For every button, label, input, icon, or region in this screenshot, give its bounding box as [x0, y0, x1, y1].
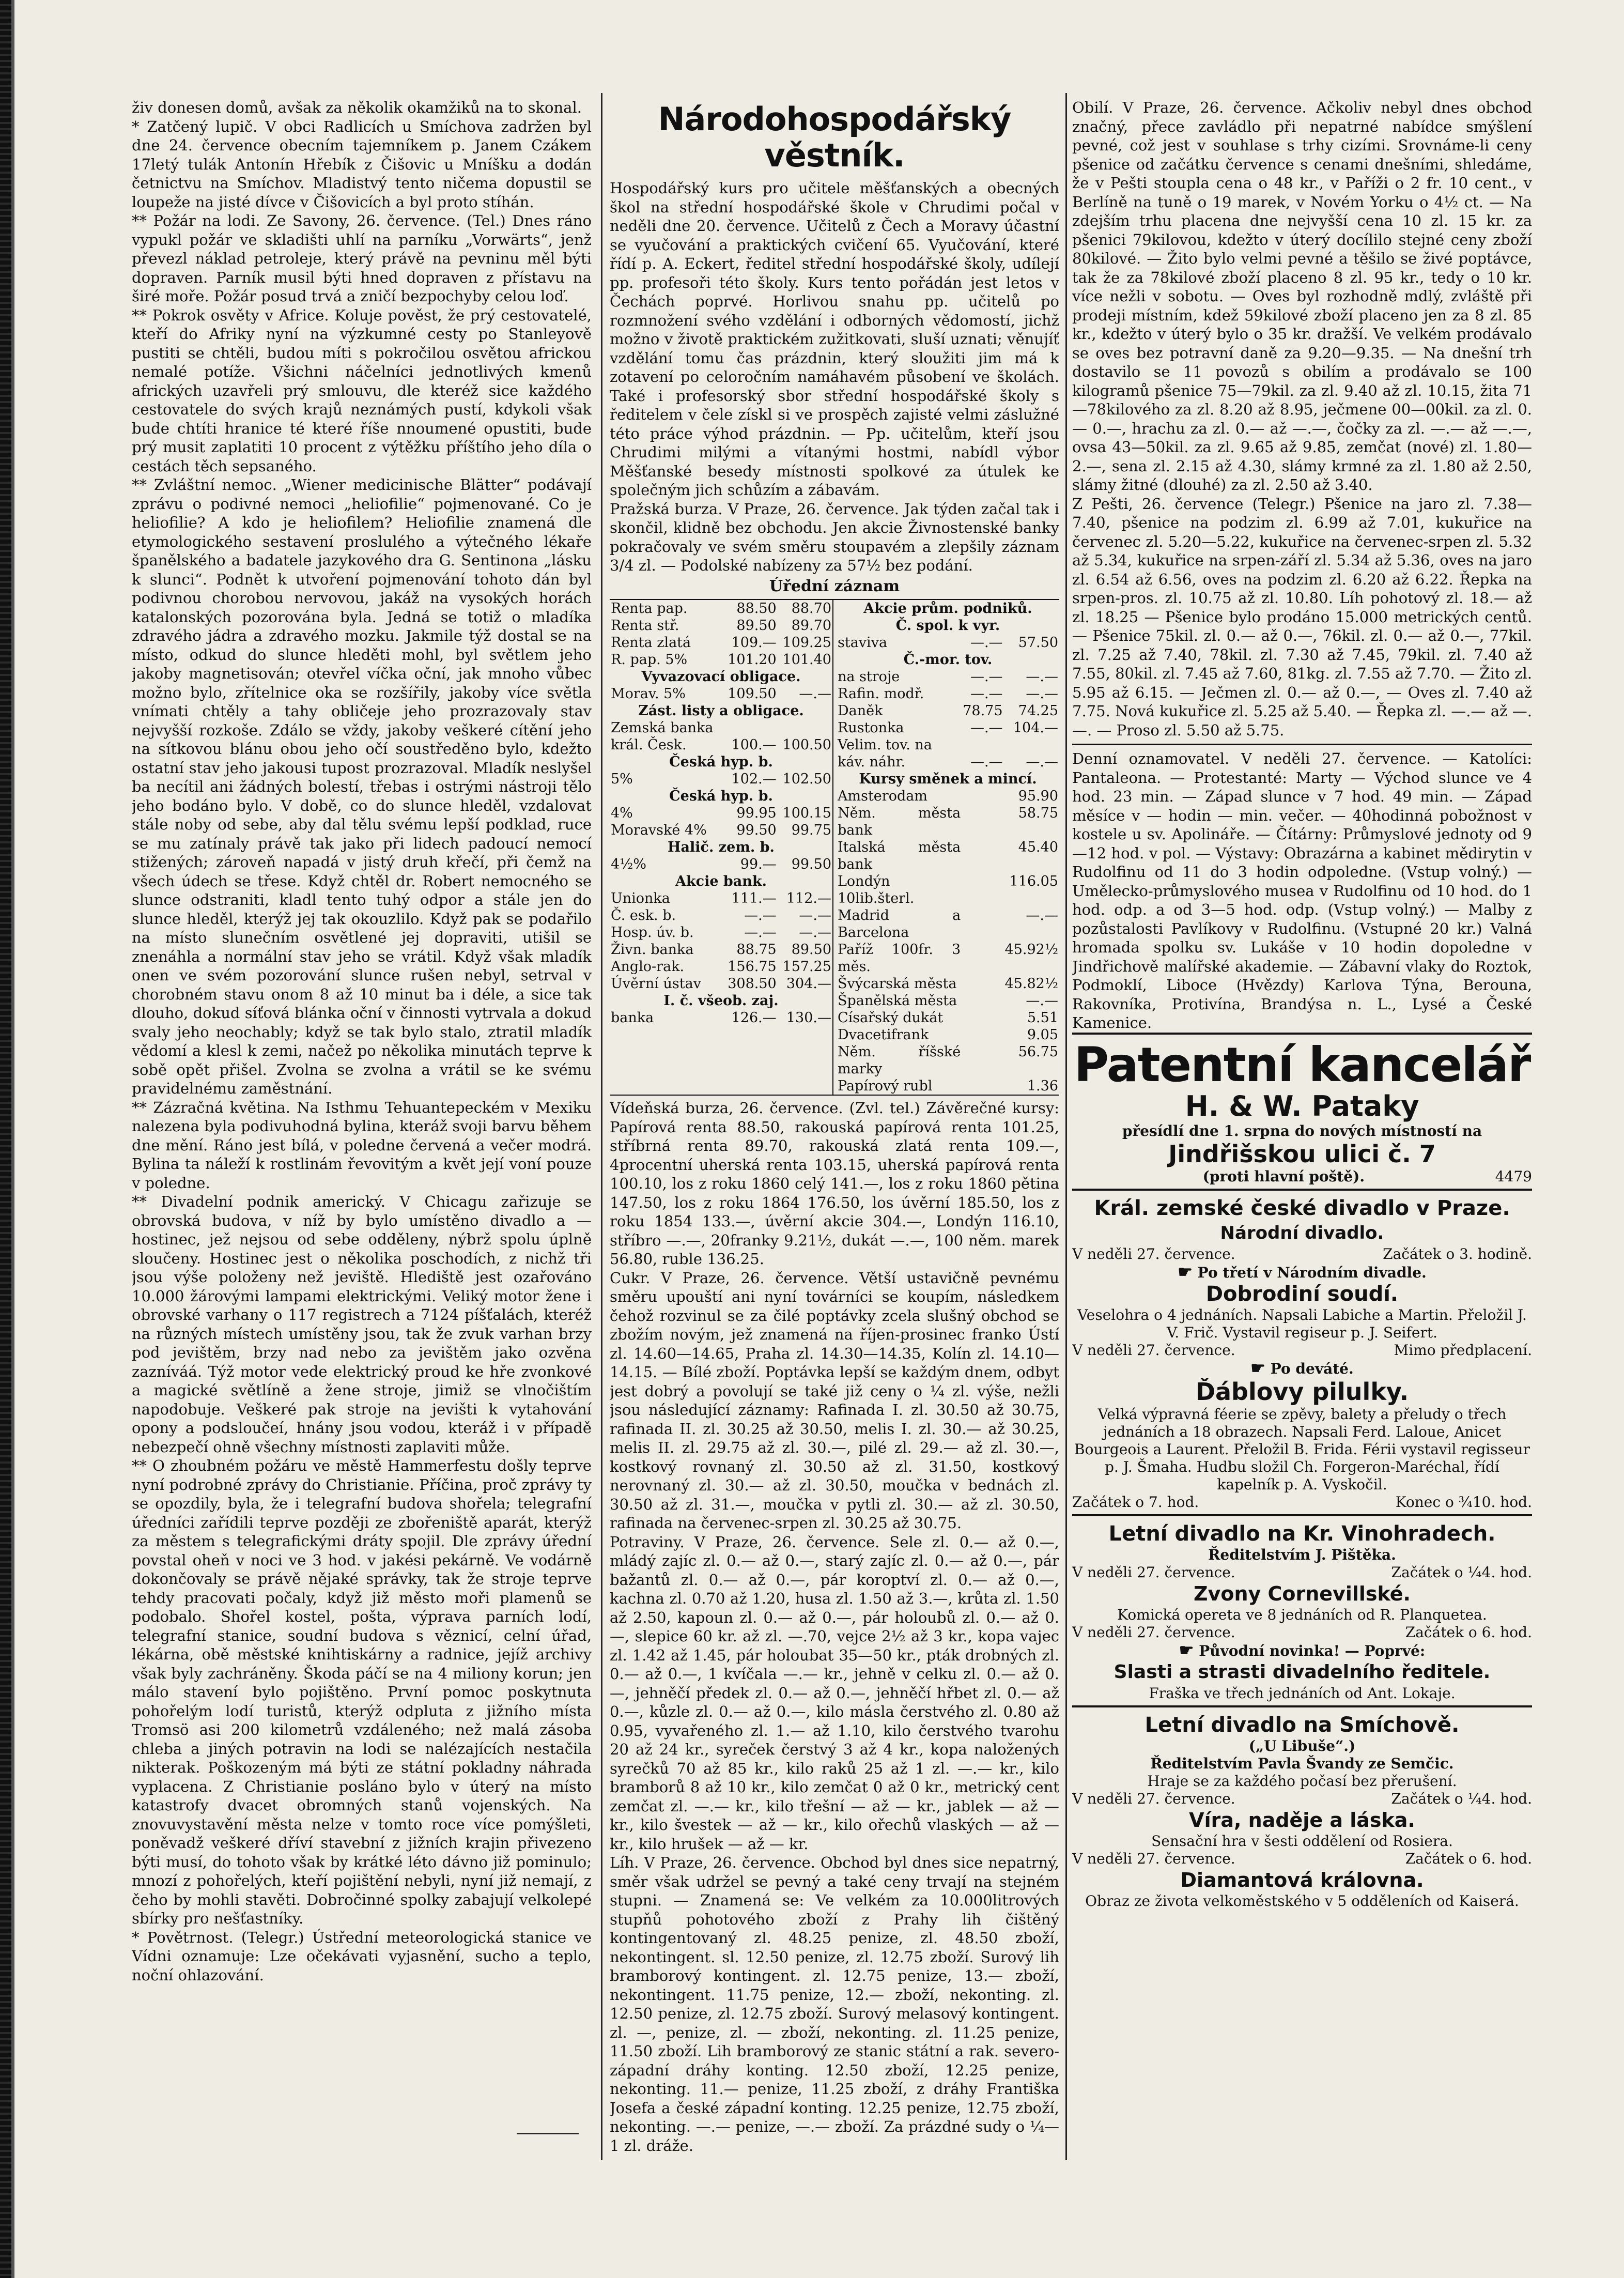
news-paragraph: živ donesen domů, avšak za několik okamžiků na to skonal.	[132, 99, 582, 116]
quote-row	[610, 719, 832, 736]
ad-director: Ředitelstvím Pavla Švandy ze Semčic.	[1150, 1754, 1454, 1772]
quote-row	[837, 736, 1059, 753]
quote-row	[837, 771, 1059, 788]
quote-value	[962, 1009, 1003, 1026]
quote-label: 5%	[611, 771, 633, 787]
quote-label: Paříž 100fr. 3 měs.	[838, 942, 961, 975]
quote-value: 99.—	[740, 856, 777, 872]
ad-patent-office	[1072, 1033, 1532, 1189]
quote-value: 45.40	[1018, 839, 1058, 855]
divider	[1072, 744, 1532, 745]
quote-value: —.—	[970, 720, 1003, 736]
quote-value: —.—	[744, 907, 777, 923]
quote-row	[837, 873, 1059, 907]
quote-value: 111.—	[731, 890, 777, 906]
hand-icon: ☛	[1179, 1640, 1194, 1660]
quote-value: 45.92½	[1004, 942, 1058, 958]
quote-label: Renta pap.	[611, 601, 688, 617]
hand-icon: ☛	[1178, 1261, 1193, 1282]
ad-desc: Veselohra o 4 jednáních. Napsali Labiche a Martin. Přeložil J. V. Frič. Vystavil regiseur p. J. Seifert.	[1077, 1306, 1527, 1341]
quote-value	[962, 788, 1003, 805]
column-economic	[610, 98, 1059, 2176]
quote-value: 58.75	[1018, 805, 1058, 821]
quote-row	[610, 600, 832, 617]
quote-row	[837, 719, 1059, 736]
ad-note: Hraje se za každého počasí bez přerušení.	[1147, 1772, 1457, 1790]
ad-date: V neděli 27. července.	[1072, 1563, 1235, 1581]
quote-value: 100.50	[782, 737, 831, 753]
quote-label: staviva	[838, 635, 888, 651]
quote-row	[837, 1026, 1059, 1043]
ad-date: V neděli 27. července.	[1072, 1341, 1235, 1359]
ad-play: Dobrodiní soudí.	[1205, 1282, 1399, 1306]
quote-value: 116.05	[1009, 873, 1058, 889]
quote-value: 101.40	[782, 652, 831, 668]
quote-label: Vyvazovací obligace.	[641, 669, 801, 685]
economic-paragraph: Vídeňská burza, 26. července. (Zvl. tel.) Závěrečné kursy: Papírová renta 88.50, rakouská papírová renta 101.25, stříbrná renta 89.70, rakouská zlatá renta 109.—, 4procentní uherská renta 103.15, uherská papírová renta 100.10, los z roku 1860 celý 141.—, los z roku 1860 pětina 147.50, los z roku 1864 176.50, los úvěrní 185.50, los z roku 1854 133.—, úvěrní akcie 304.—, Londýn 116.10, stříbro —.—, 20franky 9.21½, dukát —.—, 100 něm. marek 56.80, ruble 136.25.	[610, 1099, 1059, 1268]
ad-number: 4479	[1495, 1167, 1532, 1185]
quote-value: 126.—	[731, 1010, 777, 1026]
quote-row	[610, 753, 832, 771]
ad-play: Slasti a strasti divadelního ředitele.	[1113, 1661, 1491, 1683]
quote-label: R. pap. 5%	[611, 652, 688, 668]
quote-value	[778, 719, 832, 736]
quote-row	[837, 651, 1059, 668]
quote-value: —.—	[1026, 669, 1058, 685]
quote-row	[610, 975, 832, 992]
quote-row	[610, 634, 832, 651]
quote-value	[962, 975, 1003, 992]
ad-desc: Komická opereta ve 8 jednáních od R. Planquetea.	[1117, 1606, 1487, 1623]
economic-paragraph: Hospodářský kurs pro učitele měšťanských a obecných škol na střední hospodářské škole v Chrudimi počal v neděli dne 20. července. Učitelů z Čech a Moravy účastní se vyučování a praktických cvičení 65. Vyučování, které řídí p. A. Eckert, ředitel střední hospodářské školy, udílejí pp. profesoři této školy. Kurs tento pořádán jest letos v Čechách poprvé. Horlivou snahu pp. učitelů po rozmnožení svého vzdělání i odborných vědomostí, jichž možno v životě praktickém zužitkovati, sluší uznati; věnujíť vzdělání tomu čas prázdnin, který sloužiti jim má k zotavení po celoročním namáhavém působení ve školách. Také i profesorský sbor střední hospodářské školy s ředitelem v čele získl si ve prospěch zajisté velmi záslužné této práce výhod prázdnin. — Pp. učitelům, kteří jsou Chrudimi milými a vítanými hostmi, nabídl výbor Měšťanské besedy místnosti spolkové za útulek ke společným jich schůzím a zábavám.	[610, 179, 1059, 499]
ad-title: Letní divadlo na Smíchově.	[1144, 1713, 1460, 1737]
ad-title: Letní divadlo na Kr. Vinohradech.	[1108, 1521, 1496, 1546]
quote-value: 57.50	[1018, 635, 1058, 651]
quote-row	[837, 1009, 1059, 1026]
quote-value	[1004, 736, 1059, 753]
end-rule	[517, 2133, 579, 2134]
quote-row	[610, 958, 832, 975]
ad-time: Mimo předplacení.	[1394, 1341, 1532, 1359]
quote-row	[610, 907, 832, 924]
quote-row	[837, 1078, 1059, 1095]
ad-play: Ďáblovy pilulky.	[1195, 1377, 1409, 1406]
quote-value: 100.—	[731, 737, 777, 753]
quote-row	[837, 617, 1059, 634]
ad-street: Jindřišskou ulici č. 7	[1168, 1140, 1436, 1168]
quote-value	[722, 719, 777, 736]
news-paragraph: ** O zhoubném požáru ve městě Hammerfestu došly teprve nyní podrobné zprávy do Christianie. Příčina, proč zprávy ty se opozdily, byla, že i telegrafní budova shořela; telegrafní úředníci zařídili teprve později ze zbořeniště aparát, kterýž za městem s telegrafickými dráty spojil. Dle zprávy úřední povstal oheň v noci ve 3 hod. v jakési pekárně. Ve vodárně dokončovaly se právě nějaké správky, tak že stroje teprve tehdy pracovati počaly, když již město moři plamenů se podobalo. Shořel kostel, pošta, výprava parních lodí, telegrafní stanice, soudní budova s věznicí, celní úřad, lékárna, obě městské knihtiskárny a radnice, jejíž archivy však byly zachráněny. Škoda páčí se na 4 miliony korun; jen málo stavení bylo pojištěno. První pomoc poskytnuta pohořelým lodí turistů, kterýž odpluta z jižního místa Tromsö asi 200 kilometrů vzdáleného; než malá zásoba chleba a jiných potravin na lodi se nalézajících nestačila nikterak. Poškozeným má býti ze státní pokladny náhrada vyplacena. Z Christianie posláno bylo v úterý na místo katastrofy dvacet obromných stanů vojenských. Na znovuvystavění města nelze v tomto roce více pomýšleti, poněvadž veškeré dříví stavební z jižních krajin přivezeno býti musí, do tohoto však by krátké léto dávno již pominulo; mnozí z pohořelých, kteří pojištění nebyli, nyní již nemají, z čeho by mohli stavěti. Dobročinné spolky zabajují velkolepé sbírky pro nešťastníky.	[132, 1457, 592, 1927]
quote-value	[962, 839, 1003, 873]
quote-label: 4%	[611, 805, 633, 821]
ad-desc: Velká výpravná féerie se zpěvy, balety a přeludy o třech jednáních a 18 obrazech. Napsali Ferd. Laloue, Anicet Bourgeois a Laurent. Přeložil B. Frida. Férii vystavil regisseur p. J. Šmaha. Hudbu složil Ch. Forgeron-Maréchal, řídí kapelník p. A. Vyskočil.	[1074, 1405, 1530, 1493]
news-paragraph: ** Zázračná květina. Na Isthmu Tehuantepeckém v Mexiku nalezena byla podivuhodná bylina, kteráž svoji barvu během dne mění. Ráno jest bílá, v poledne červená a večer modrá. Bylina ta náleží k rostlinám řevovitým a květ její voní pouze v poledne.	[132, 1098, 592, 1192]
quote-value: —.—	[970, 686, 1003, 702]
quote-row	[610, 1009, 832, 1026]
quote-row	[837, 941, 1059, 975]
binding-shadow	[11, 0, 14, 2278]
quote-row	[610, 822, 832, 839]
ad-national-theatre	[1072, 1189, 1532, 1514]
quote-value: 45.82½	[1004, 976, 1058, 992]
ad-subtitle: („U Libuše“.)	[1248, 1737, 1356, 1754]
quote-value: —.—	[1026, 686, 1058, 702]
quote-row	[610, 873, 832, 890]
quote-value: 99.75	[791, 822, 831, 838]
quote-label: Renta stř.	[611, 618, 679, 634]
quote-label: Císařský dukát	[838, 1010, 944, 1026]
quote-label: Morav. 5%	[611, 686, 686, 702]
quote-value: 99.50	[791, 856, 831, 872]
quote-row	[610, 651, 832, 668]
ad-title: Král. zemské české divadlo v Praze.	[1094, 1196, 1510, 1220]
quote-value: 88.75	[736, 942, 777, 958]
quote-label: Hosp. úv. b.	[611, 925, 694, 941]
quote-value: 308.50	[728, 976, 777, 992]
quote-label: Č. esk. b.	[611, 907, 676, 923]
quote-row	[610, 805, 832, 822]
quote-row	[610, 856, 832, 873]
quote-label: Č.-mor. tov.	[903, 652, 993, 668]
quote-label: Moravské 4%	[611, 822, 707, 838]
quote-value	[962, 736, 1003, 753]
ad-subtitle: Národní divadlo.	[1220, 1222, 1384, 1243]
quote-value: 130.—	[786, 1010, 831, 1026]
news-paragraph: * Povětrnost. (Telegr.) Ústřední meteorologická stanice ve Vídni oznamuje: Lze očekávati vyjasnění, sucho a teplo, noční ohlazování.	[132, 1928, 592, 1984]
quote-row	[610, 839, 832, 856]
quote-value: 89.50	[736, 618, 777, 634]
quote-value: 5.51	[1027, 1010, 1058, 1026]
quote-row	[610, 924, 832, 941]
binding-edge	[0, 0, 11, 2278]
ad-firm: H. & W. Pataky	[1185, 1089, 1419, 1122]
quote-row	[837, 907, 1059, 941]
economic-paragraph: Cukr. V Praze, 26. července. Větší ustavičně pevnému směru upouští ani nyní továrníci se koupím, následkem čehož rozvinul se za čilé poptávky zcela slušný obchod se zbožím novým, jež znamená na říjen-prosinec franko Ústí zl. 14.60—14.65, Praha zl. 14.30—14.35, Kolín zl. 14.10—14.15. — Bílé zboží. Poptávka lepší se každým dnem, odbyt jest dobrý a povolují se také již ceny o ¼ zl. výše, nežli jsou následující záznamy: Rafinada I. zl. 30.50 až 30.75, rafinada II. zl. 30.25 až 30.50, melis I. zl. 30.— až 30.25, melis II. zl. 29.75 až zl. 30.—, pilé zl. 29.— až zl. 30.—, kostkový rovnaný zl. 30.50 až zl. 31.50, kostkový nerovnaný zl. 30.— až zl. 30.50, moučka v bednách zl. 30.50 až zl. 31.—, moučka v pytli zl. 30.— až zl. 30.50, rafinada na červenec-srpen zl. 30.25 až 30.75.	[610, 1269, 1059, 1532]
quote-label: káv. náhr.	[838, 754, 906, 770]
quote-row	[837, 668, 1059, 685]
quote-value: —.—	[799, 907, 831, 923]
quote-value: 156.75	[728, 959, 777, 975]
ad-line: (proti hlavní poště).	[1202, 1167, 1365, 1185]
ad-smichov-theatre	[1072, 1705, 1532, 1913]
economic-paragraph: Líh. V Praze, 26. července. Obchod byl dnes sice nepatrný, směr však udržel se pevný a také ceny trvají na stejném stupni. — Znamená se: Ve velkém za 10.000litrových stupňů pohotového zboží z Prahy lih čištěný kontingentovaný zl. 48.25 penize, zl. 48.50 zboží, nekontingent. sl. 12.50 penize, zl. 12.75 zboží. Surový lih bramborový kontingent. zl. 12.75 penize, 13.— zboží, nekontingent. 11.75 penize, 12.— zboží, nekonting. zl. 12.50 penize, zl. 12.75 zboží. Surový melasový kontingent. zl. —, penize, zl. — zboží, nekonting. zl. 11.25 penize, 11.50 zboží. Lih bramborový ze stanic státní a rak. severo-západní dráhy konting. 12.50 zboží, 12.25 penize, nekonting. 11.— penize, 11.25 zboží, z dráhy Františka Josefa a české západní konting. 12.25 penize, 12.75 zboží, nekonting. —.— penize, —.— zboží. Za prázdné sudy o ¼—1 zl. dráže.	[610, 1854, 1059, 2154]
quote-value	[962, 805, 1003, 839]
news-paragraph: ** Pokrok osvěty v Africe. Koluje pověst, že prý cestovatelé, kteří do Afriky nyní na výzkumné cesty po Stanleyově pustiti se chtěli, budou míti s pokročilou osvětou africkou nemalé potíže. Všichni náčelníci jednotlivých kmenů afrických uzavřeli prý smlouvu, dle kteréž sice každého cestovatele do svých krajů neznámých pustí, kdykoli však bude chtíti hranice té které říše nnoumené opustiti, bude prý musit zaplatiti 10 procent z výtěžku příštího jeho díla o cestách těch sepsaného.	[132, 306, 592, 475]
quote-value: 88.50	[736, 601, 777, 617]
market-paragraph: Z Pešti, 26. července (Telegr.) Pšenice na jaro zl. 7.38—7.40, pšenice na podzim zl. 6.99 až 7.01, kukuřice na červenec zl. 5.20—5.22, kukuřice na červenec-srpen zl. 5.32 až 5.34, kukuřice na srpen-září zl. 5.34 až 5.36, oves na jaro zl. 6.54 až 6.56, oves na podzim zl. 6.20 až 6.22. Řepka na srpen-pros. zl. 10.75 až zl. 10.80. Líh pohotový zl. 18.— až zl. 18.25 — Pšenice bylo prodáno 15.000 metrických centů. — Pšenice 75kil. zl. 0.— až 0.—, 76kil. zl. 0.— až 0.—, 77kil. zl. 7.25 až 7.40, 78kil. zl. 7.30 až 7.45, 79kil. zl. 7.40 až 7.55, 80kil. zl. 7.45 až 7.60, 81kg. zl. 7.55 až 7.70. — Žito zl. 5.95 až 6.15. — Ječmen zl. 0.— až 0.—, — Oves zl. 7.40 až 7.75. Nová kukuřice zl. 5.25 až 5.40. — Řepka zl. —.— až —.—. — Proso zl. 5.50 až 5.75.	[1072, 495, 1532, 739]
ad-time: Začátek o 6. hod.	[1405, 1623, 1532, 1641]
quote-row	[610, 668, 832, 685]
quote-row	[837, 600, 1059, 617]
column-rule-2	[1065, 93, 1067, 2160]
quote-value: —.—	[970, 635, 1003, 651]
quote-row	[837, 634, 1059, 651]
ad-title: Patentní kancelář	[1074, 1037, 1530, 1092]
quote-label: banka	[611, 1010, 654, 1026]
quote-row	[610, 736, 832, 753]
daily-notices: Denní oznamovatel. V neděli 27. července. — Katolíci: Pantaleona. — Protestanté: Marty — Východ slunce ve 4 hod. 23 min. — Západ slunce v 7 hod. 49 min. — Západ měsíce v — hodin — min. večer. — 40hodinná pobožnost v kostele u sv. Apolináře. — Čítárny: Průmyslové jednoty od 9—12 hod. v pol. — Výstavy: Obrazárna a kabinet mědirytin v Rudolfinu od 11 do 3 hodin odpoledne. (Vstup volný.) — Umělecko-průmyslového musea v Rudolfinu od 10 hod. do 1 hod. odp. a od 3—5 hod. odp. (Vstup volný.) — Malby z pozůstalosti Pavlíkovy v Rudolfinu. (Vstupné 20 kr.) Valná hromada spolku sv. Lukáše v 10 hodin dopoledne v Jindřichově malířské akademie. — Zábavní vlaky do Roztok, Podmoklí, Liboce (Hvězdy) Karlova Týna, Berouna, Rakovníka, Protivína, Brandýsa n. L., Lysé a České Kamenice.	[1072, 750, 1532, 1032]
quote-label: Česká hyp. b.	[669, 788, 773, 804]
quote-value: 9.05	[1027, 1027, 1058, 1043]
quote-row	[610, 890, 832, 907]
quote-row	[610, 617, 832, 634]
quote-value: 304.—	[786, 976, 831, 992]
market-paragraph: Obilí. V Praze, 26. července. Ačkoliv nebyl dnes obchod značný, přece zavládlo při nepatrné nabídce smýšlení pevné, což jest v souhlase s trhy cizími. Srovnáme-li ceny pšenice od začátku července s cenami dnešními, shledáme, že v Pešti stoupla cena o 48 kr., v Paříži o 2 fr. 10 cent., v Berlíně na tuně o 19 marek, v Novém Yorku o 4½ ct. — Na zdejším trhu placena dne nejvyšší cena 10 zl. 15 kr. za pšenici 79kilovou, kdežto v úterý docílilo stejné ceny zboží 80kilové. — Žito bylo velmi pevné a těšilo se živé poptávce, tak že za 78kilové zboží placeno 8 zl. 95 kr., tedy o 10 kr. více nežli v sobotu. — Oves byl rozhodně mdlý, zvláště při prodeji místním, kdež 59kilové zboží placeno jen za 8 zl. 85 kr., kdežto v úterý bylo o 35 kr. dražší. Ve velkém prodávalo se oves bez potravní daně za 9.20—9.35. — Na dnešní trh dostavilo se 11 povozů s obilím a prodávalo se 100 kilogramů pšenice 75—79kil. za zl. 9.40 až zl. 10.15, žita 71—78kilového za zl. 8.20 až 8.95, ječmene 00—00kil. za zl. 0.— 0.—, hrachu za zl. 0.— až —.—, čočky za zl. —.— až —.—, ovsa 43—50kil. za zl. 9.65 až 9.85, zemčat (nové) zl. 1.80—2.—, sena zl. 2.15 až 4.30, slámy krmné za zl. 1.80 až 2.50, slámy žitné (dlouhé) za zl. 2.50 až 3.40.	[1072, 99, 1532, 494]
quote-label: Česká hyp. b.	[669, 754, 773, 770]
ad-desc: Obraz ze života velkoměstského v 5 odděleních od Kaiserá.	[1085, 1892, 1519, 1910]
quote-label: na stroje	[838, 669, 900, 685]
quotes-title: Úřední záznam	[769, 577, 900, 595]
news-paragraph: ** Požár na lodi. Ze Savony, 26. července. (Tel.) Dnes ráno vypukl požár ve skladišti uhlí na parníku „Vorwärts“, jenž převezl náklad petroleje, který právě na pevninu měl býti dopraven. Parník musil býti hned dopraven z přístavu na širé moře. Požár posud trvá a zničí bezpochyby celou loď.	[132, 212, 592, 305]
quote-label: Renta zlatá	[611, 635, 691, 651]
quote-value: —.—	[970, 754, 1003, 770]
news-paragraph: ** Divadelní podnik americký. V Chicagu zařizuje se obrovská budova, v níž by bylo umístěno divadlo a — hostinec, jež nejsou od sebe odděleny, nýbrž spolu úplně sloučeny. Hostinec jest o několika poschodích, z nichž tři jsou výše položeny než jeviště. Hlediště jest ozařováno 10.000 žárovými lampami elektrickými. Veliký motor žene i obrovské varhany o 117 registrech a 7124 píšťalách, kteréž na různých místech umístěny jsou, tak že zvuk varhan brzy pod jevištěm, brzy nad nebo za jevištěm jako ozvěna zazníváá. Týž motor vede elektrický proud ke hře zvonkové a magické světlíně a žene stroje, jimiž se vlnočištím napodobuje. Veškeré pak stroje na jevišti k vytahování opony a podsloučeí, hnány jsou vodou, kteráž i v případě nebezpečí ohně všechny místnosti zaplaviti může.	[132, 1193, 592, 1456]
ad-date: V neděli 27. července.	[1072, 1245, 1235, 1263]
ad-time: Začátek o ¼4. hod.	[1391, 1563, 1532, 1581]
quote-label: Zást. listy a obligace.	[638, 703, 804, 719]
quote-value	[962, 941, 1003, 975]
ad-line: přesídlí dne 1. srpna do nových místností na	[1122, 1122, 1482, 1140]
quote-value: 78.75	[963, 703, 1003, 719]
quote-value	[962, 1026, 1003, 1043]
ad-time: Začátek o ¼4. hod.	[1391, 1790, 1532, 1807]
quote-value: —.—	[744, 925, 777, 941]
ad-time: Začátek o 3. hodině.	[1383, 1245, 1532, 1263]
quote-label: Akcie bank.	[675, 873, 767, 889]
quote-row	[610, 685, 832, 702]
quote-label: Něm. říšské marky	[838, 1044, 961, 1077]
quote-label: Č. spol. k vyr.	[895, 618, 1000, 634]
quote-label: Dvacetifrank	[838, 1027, 929, 1043]
quote-value: —.—	[1026, 907, 1058, 923]
quote-value: 104.—	[1013, 720, 1058, 736]
quote-row	[837, 788, 1059, 805]
quote-row	[837, 839, 1059, 873]
quote-value: 102.—	[731, 771, 777, 787]
ad-desc: Sensační hra v šesti oddělení od Rosiera.	[1151, 1832, 1453, 1850]
quote-label: Amsterodam	[838, 788, 927, 804]
ad-note: Původní novinka! — Poprvé:	[1199, 1642, 1426, 1659]
news-paragraph: * Zatčený lupič. V obci Radlicích u Smíchova zadržen byl dne 24. července obecním tajemníkem p. Janem Czákem 17letý tulák Antonín Hřebík z Čišovic u Mníšku a dodán četnictvu na Smíchov. Mladistvý tento ničema dopustil se loupeže na jisté dívce v Čišovicích a byl proto stíhán.	[132, 117, 592, 211]
ad-desc: Fraška ve třech jednáních od Ant. Lokaje.	[1149, 1684, 1456, 1702]
quote-value: 99.50	[736, 822, 777, 838]
quote-value: 95.90	[1018, 788, 1058, 804]
quote-label: Londýn 10lib.šterl.	[838, 873, 915, 906]
ad-play: Diamantová královna.	[1180, 1868, 1424, 1891]
quote-value: 102.50	[782, 771, 831, 787]
quote-value: 157.25	[782, 959, 831, 975]
quote-value: 1.36	[1027, 1078, 1058, 1094]
quote-label: Italská města bank	[838, 839, 961, 872]
quote-value: —.—	[1026, 754, 1058, 770]
ad-date: V neděli 27. července.	[1072, 1790, 1235, 1807]
quote-value: 88.70	[791, 601, 831, 617]
quote-value: 89.50	[791, 942, 831, 958]
quote-label: Kursy směnek a mincí.	[859, 771, 1037, 787]
quote-value	[962, 1043, 1003, 1078]
quote-value: —.—	[799, 925, 831, 941]
quote-row	[837, 1043, 1059, 1078]
quote-value: 56.75	[1018, 1044, 1058, 1060]
quote-label: I. č. všeob. zaj.	[663, 993, 779, 1009]
ad-note: Po deváté.	[1270, 1360, 1354, 1377]
quote-label: Anglo-rak.	[611, 959, 685, 975]
quote-label: Živn. banka	[611, 942, 694, 958]
ad-start: Začátek o 7. hod.	[1072, 1493, 1199, 1511]
ad-date: V neděli 27. července.	[1072, 1623, 1235, 1641]
quote-label: Něm. města bank	[838, 805, 961, 838]
quote-value: —.—	[970, 669, 1003, 685]
quote-value: 101.20	[728, 652, 777, 668]
quote-value	[962, 907, 1003, 941]
quote-row	[610, 992, 832, 1009]
quote-row	[610, 941, 832, 958]
column-news	[132, 98, 592, 2191]
quote-label: Úvěrní ústav	[611, 976, 701, 992]
quote-value: 109.25	[782, 635, 831, 651]
ad-vinohrady-theatre	[1072, 1514, 1532, 1705]
economic-paragraph: Potraviny. V Praze, 26. července. Sele zl. 0.— až 0.—, mládý zajíc zl. 0.— až 0.—, starý zajíc zl. 0.— až 0.—, pár bažantů zl. 0.— až 0.—, pár koroptví zl. 0.— až 0.—, kachna zl. 0.70 až 1.20, husa zl. 1.50 až 3.—, krůta zl. 1.50 až 2.50, kapoun zl. 0.— až 0.—, pár holoubů zl. 0.— až 0.—, slepice 60 kr. až zl. —.70, vejce 2½ až 3 kr., kopa vajec zl. 1.42 až 1.45, pár holoubat 35—50 kr., pták drobných zl. 0.— až 0.—, 1 kvíčala —.— kr., jehně v celku zl. 0.— až 0.—, jehněčí předek zl. 0.— až 0.—, jehněčí hřbet zl. 0.— až 0.—, kůzle zl. 0.— až 0.—, kilo másla čerstvého zl. 0.80 až 0.95, vyvařeného zl. 1.— až 1.10, kilo čerstvého tvarohu 20 až 24 kr., syreček čerstvý 3 až 4 kr., kopa naložených syrečků 70 až 85 kr., kilo raků 25 až 1 zl. —.— kr., kilo bramborů 8 až 10 kr., kilo zemčat 0 až 0 kr., metrický cent zemčat zl. —.— kr., kilo třešní — až — kr., jablek — až — kr., kilo švestek — až — kr., kilo ořechů vlaských — až — kr., kilo hrušek — až — kr.	[610, 1533, 1059, 1853]
quote-value: —.—	[799, 686, 831, 702]
quote-value: 99.95	[736, 805, 777, 821]
ad-director: Ředitelstvím J. Pištěka.	[1208, 1546, 1396, 1563]
quote-value: 112.—	[786, 890, 831, 906]
quote-row	[610, 702, 832, 719]
quote-row	[610, 788, 832, 805]
quote-label: Madrid a Barcelona	[838, 907, 961, 941]
column-rule-1	[601, 93, 602, 2160]
quote-label: král. Česk.	[611, 737, 687, 753]
quote-label: Španělská města	[838, 993, 957, 1009]
quotes-table-left	[610, 600, 832, 1026]
quote-value: 89.70	[791, 618, 831, 634]
quote-value: 100.15	[782, 805, 831, 821]
quote-value: 74.25	[1018, 703, 1058, 719]
ad-date: V neděli 27. července.	[1072, 1850, 1235, 1867]
quote-label: Rafin. modř.	[838, 686, 924, 702]
quote-label: Papírový rubl	[838, 1078, 933, 1094]
quote-value	[962, 1078, 1003, 1095]
quote-label: Zemská banka	[611, 720, 714, 736]
quotes-tables	[610, 599, 1059, 1096]
column-markets-ads	[1072, 98, 1532, 2165]
economic-paragraph: Pražská burza. V Praze, 26. července. Jak týden začal tak i skončil, klidně bez obchodu. Jen akcie Živnostenské banky pokračovaly ve svém směru stoupavém a zlepšily záznam 3/4 zl. — Podolské nabízeny za 57½ bez podání.	[610, 500, 1059, 574]
quote-label: Halič. zem. b.	[668, 839, 775, 855]
section-headline: Národohospodářský věstník.	[658, 100, 1011, 174]
quote-label: 4½%	[611, 856, 647, 872]
quote-row	[610, 771, 832, 788]
quote-label: Švýcarská města	[838, 976, 957, 992]
ad-time: Začátek o 6. hod.	[1405, 1850, 1532, 1867]
hand-icon: ☛	[1250, 1358, 1265, 1378]
quote-value	[962, 992, 1003, 1009]
quote-row	[837, 753, 1059, 771]
quote-value	[962, 873, 1003, 907]
quote-row	[837, 975, 1059, 992]
quote-value: 109.50	[728, 686, 777, 702]
quotes-table-right	[837, 600, 1059, 1095]
ad-play: Víra, naděje a láska.	[1189, 1808, 1415, 1831]
quote-label: Daněk	[838, 703, 883, 719]
ad-play: Zvony Cornevillské.	[1194, 1582, 1411, 1605]
quote-label: Unionka	[611, 890, 670, 906]
quote-row	[837, 702, 1059, 719]
ad-end: Konec o ¾10. hod.	[1395, 1493, 1532, 1511]
quote-label: Rustonka	[838, 720, 904, 736]
quote-value: 109.—	[731, 635, 777, 651]
quote-label: Akcie prům. podniků.	[863, 601, 1032, 617]
quote-label: Velim. tov. na	[838, 737, 932, 753]
quote-row	[837, 685, 1059, 702]
quote-row	[837, 805, 1059, 839]
news-paragraph: ** Zvláštní nemoc. „Wiener medicinische Blätter“ podávají zprávu o podivné nemoci „heliofilie“ pojmenované. Co je heliofilie? A kdo je heliofilem? Heliofilie znamená dle etymologického sestavení proslulého a výtečného lékaře španělského a badatele jazykového dra G. Sentinona „lásku k slunci“. Podnět k utvoření pojmenování tohoto dán byl podivnou chorobou nervovou, jakáž na vysokých horách katalonských pozorována byla. Jedná se totiž o mladíka zdravého jádra a zdravého mozku. Jakmile týž dostal se na místo, odkud do slunce hleděti mohl, byl světlem jeho jakoby magnetisován; otevřel víčka oční, jak mnoho vůbec možno bylo, zřítelnice oka se rozšířily, jakoby více světla vnímati chtěly a tahy obličeje jeho prozrazovaly stav nejvyšší rozkoše. Zdálo se vždy, jakoby veškeré cítění jeho na sítkovou blánu obou jeho očí soustředěno bylo, kdežto ostatní stav jeho jakousi tupost prozrazoval. Mladík neslyšel ba necítil ani žádných bolestí, třebas i ostrými nástroji tělo jeho bodáno bylo. V době, co do slunce hleděl, vzdalovat stále noby od sebe, aby dal tělu svému lepší podklad, ruce se mu zatínaly právě tak jako při lidech padoucí nemocí stižených; zároveň napadá v jistý druh křečí, při čemž na všech údech se třese. Když chtěl dr. Robert nemocného se slunce odstraniti, kladl tento tuhý odpor a stále jen do slunce hleděl, kterýž jej tak okouzlilo. Když pak se podařilo na místo slunečním osvětlené jej dopraviti, utišil se znenáhla a normální stav jeho se vrátil. Když však mladík onen ve svém pozorování slunce rušen nebyl, setrval v chorobném stavu onom 8 až 10 minut ba i déle, a sice tak dlouho, dokud síťová blánka oční v činnosti vytrvala a dokud svaly jeho neochably; když se tak bylo stalo, ztratil mladík vědomí a klesl k zemi, načež po několika minutách teprve k sobě opět přišel. Zvolna se zvolna a vrátil se ke svému pravidelnému zaměstnání.	[132, 476, 592, 1097]
quote-value: —.—	[1026, 993, 1058, 1009]
quote-row	[837, 992, 1059, 1009]
ad-note: Po třetí v Národním divadle.	[1197, 1264, 1427, 1281]
